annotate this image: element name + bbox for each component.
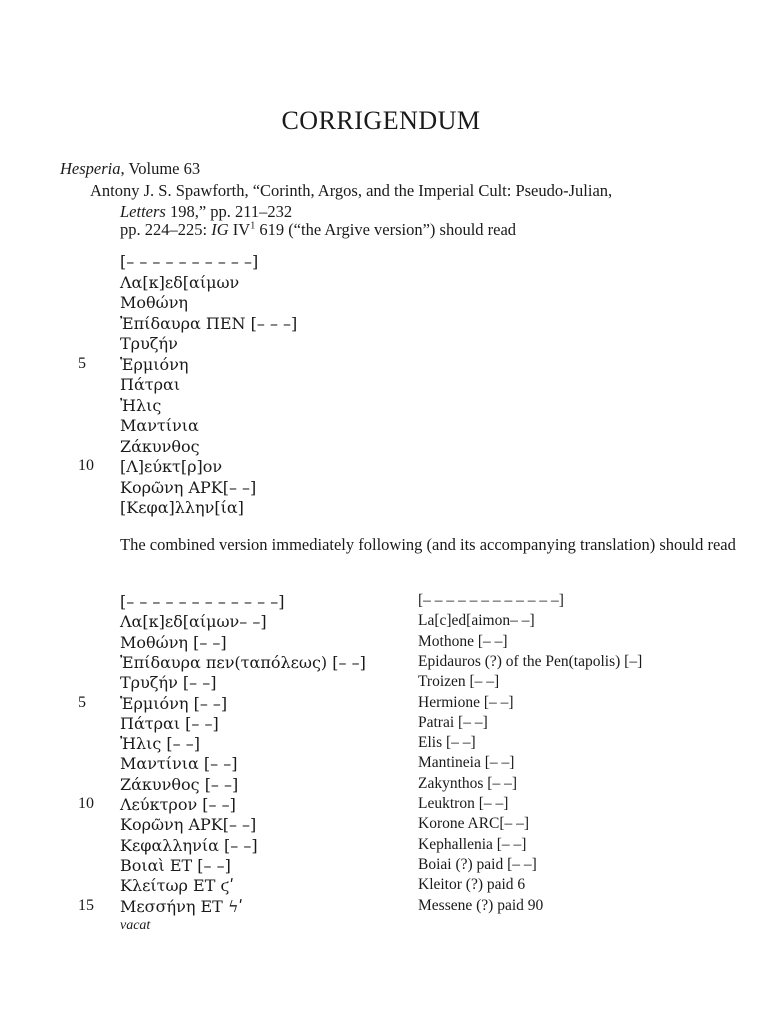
page-title: CORRIGENDUM [281, 106, 481, 135]
combined-greek-line: Κορῶνη ΑΡΚ[– –] [120, 815, 257, 835]
combined-greek-line: Μεσσήνη ΕΤ ϟʹ [120, 896, 243, 916]
line-number: 5 [78, 693, 86, 711]
combined-greek-line: Μοθώνη [– –] [120, 632, 227, 652]
correction-ig-volume: IV [228, 220, 251, 239]
combined-translation-line: La[c]ed[aimon– –] [418, 612, 535, 630]
combined-translation-line: Zakynthos [– –] [418, 774, 518, 792]
argive-line: Ζάκυνθος [120, 436, 200, 456]
combined-translation-line: Mothone [– –] [418, 632, 508, 650]
journal-reference [60, 159, 200, 179]
combined-translation-line: Korone ARC[– –] [418, 815, 530, 833]
combined-translation-line: Kleitor (?) paid 6 [418, 876, 526, 894]
combined-intro: The combined version immediately following (and its accompanying translation) should read [120, 535, 736, 554]
argive-line: [– – – – – – – – – –] [120, 252, 259, 271]
combined-translation-line: [– – – – – – – – – – – –] [418, 592, 564, 609]
combined-greek-line: Ἑρμιόνη [– –] [120, 693, 228, 713]
combined-greek-line: Κλείτωρ ΕΤ ϛʹ [120, 876, 234, 896]
argive-line: Μοθώνη [120, 293, 189, 312]
argive-line: [Κεφα]λλην[ία] [120, 498, 244, 517]
citation-author-title: Antony J. S. Spawforth, “Corinth, Argos, and the Imperial Cult: Pseudo-Julian, [90, 181, 613, 200]
combined-greek-line: Λεύκτρον [– –] [120, 795, 236, 814]
line-number: 5 [78, 354, 86, 372]
citation-letters [90, 201, 702, 222]
combined-translation-line: Hermione [– –] [418, 693, 514, 711]
combined-greek-line: Πάτραι [– –] [120, 713, 219, 733]
combined-greek-line: Ἠλις [– –] [120, 734, 200, 754]
argive-line: Κορῶνη ΑΡΚ[– –] [120, 477, 257, 497]
citation-letters-rest: 198,” pp. 211–232 [165, 202, 293, 221]
combined-greek-line: Μαντίνια [– –] [120, 754, 238, 774]
combined-translation-line: Elis [– –] [418, 734, 476, 752]
argive-line: [Λ]εύκτ[ρ]ον [120, 457, 223, 476]
correction-pages: pp. 224–225: [120, 220, 212, 239]
argive-line: Ἠλις [120, 395, 162, 415]
correction-ig-superscript: 1 [250, 220, 256, 232]
combined-greek-line: [– – – – – – – – – – – –] [120, 592, 285, 611]
combined-greek-line: Κεφαλληνία [– –] [120, 835, 258, 855]
combined-translation-line: Patrai [– –] [418, 713, 488, 731]
correction-ig: IG [211, 220, 229, 239]
combined-translation-line: Boiai (?) paid [– –] [418, 855, 537, 873]
combined-translation-line: Messene (?) paid 90 [418, 896, 544, 914]
argive-line: Τρυζήν [120, 334, 178, 353]
article-citation [90, 180, 702, 222]
combined-translation-line: Kephallenia [– –] [418, 835, 527, 853]
combined-translation-line: Epidauros (?) of the Pen(tapolis) [–] [418, 652, 643, 670]
combined-translation-line: Leuktron [– –] [418, 795, 509, 812]
combined-greek-line: Τρυζήν [– –] [120, 673, 217, 693]
combined-greek-line: Ἐπίδαυρα πεν(ταπόλεως) [– –] [120, 652, 366, 672]
argive-line: Λα[κ]εδ[αίμων [120, 272, 240, 292]
correction-statement [120, 220, 516, 240]
combined-translation-line: Mantineia [– –] [418, 754, 515, 772]
combined-greek-line: Βοιαὶ ΕΤ [– –] [120, 855, 231, 875]
combined-greek-line: Λα[κ]εδ[αίμων– –] [120, 612, 267, 632]
argive-line: Ἐπίδαυρα ΠΕΝ [– – –] [120, 313, 298, 333]
citation-letters-italic: Letters [120, 202, 166, 221]
line-number: 10 [78, 457, 94, 474]
combined-translation-line: Troizen [– –] [418, 673, 500, 691]
journal-name: Hesperia [60, 159, 121, 178]
combined-greek-line: Ζάκυνθος [– –] [120, 774, 239, 794]
line-number: 10 [78, 795, 94, 812]
line-number: 15 [78, 896, 94, 914]
argive-line: Πάτραι [120, 375, 181, 394]
argive-line: Ἑρμιόνη [120, 354, 189, 374]
correction-after: 619 (“the Argive version”) should read [255, 220, 517, 239]
journal-volume: , Volume 63 [120, 159, 201, 178]
vacat-label: vacat [120, 918, 151, 933]
argive-line: Μαντίνια [120, 416, 199, 435]
